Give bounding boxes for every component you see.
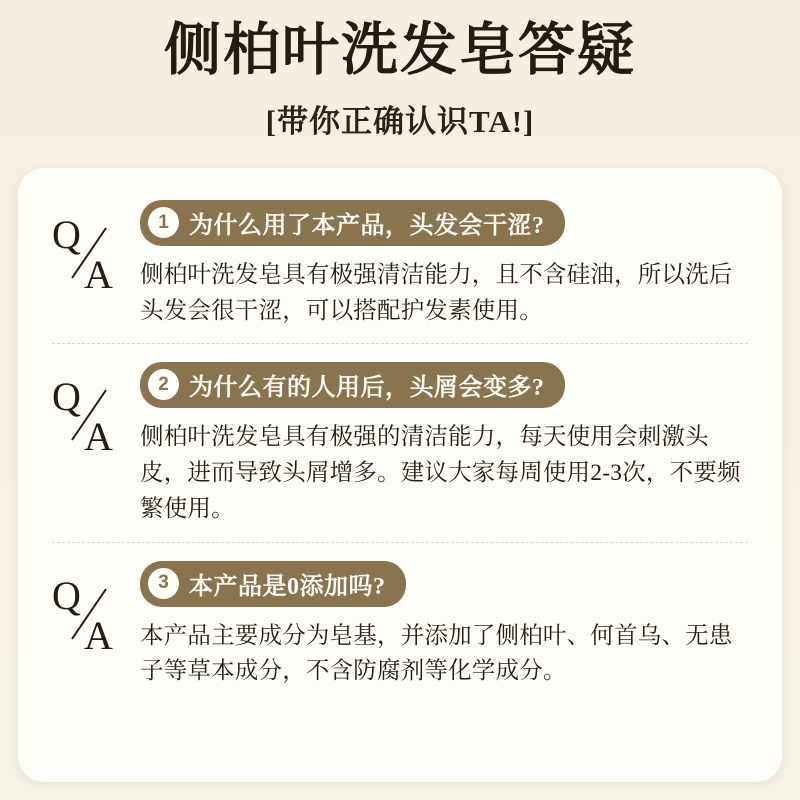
qa-question-tag (140, 561, 406, 607)
qa-question-tag (140, 362, 565, 408)
qa-question-text: 为什么用了本产品，头发会干涩? (189, 213, 545, 239)
svg-text:Q: Q (52, 376, 81, 420)
qa-card (18, 168, 782, 782)
page-subtitle: [带你正确认识TA!] (265, 103, 535, 139)
page-title: 侧柏叶洗发皂答疑 (164, 19, 636, 82)
qa-monogram-icon (44, 362, 136, 458)
qa-content (136, 200, 756, 329)
qa-answer-text: 侧柏叶洗发皂具有极强清洁能力，且不含硅油，所以洗后头发会很干涩，可以搭配护发素使用。 (140, 262, 733, 324)
qa-monogram-icon (44, 561, 136, 657)
qa-number-badge: 3 (148, 568, 179, 599)
svg-text:A: A (84, 612, 113, 657)
svg-text:Q: Q (52, 214, 81, 257)
qa-content (136, 561, 756, 690)
svg-text:A: A (84, 252, 113, 296)
qa-question-tag (140, 200, 565, 246)
page-header (0, 0, 800, 141)
svg-text:A: A (84, 414, 113, 459)
qa-monogram-icon (44, 200, 136, 296)
qa-question-text: 本产品是0添加吗? (189, 573, 386, 600)
qa-content (136, 362, 756, 527)
qa-answer-text: 本产品主要成分为皂基，并添加了侧柏叶、何首乌、无患子等草本成分，不含防腐剂等化学成分。 (140, 622, 733, 685)
qa-number-badge: 1 (148, 207, 179, 238)
qa-item (18, 344, 782, 541)
qa-number-badge: 2 (148, 369, 179, 400)
qa-question-text: 为什么有的人用后，头屑会变多? (189, 375, 545, 402)
qa-item (18, 543, 782, 704)
qa-answer-text: 侧柏叶洗发皂具有极强的清洁能力，每天使用会刺激头皮，进而导致头屑增多。建议大家每周使用2-3次，不要频繁使用。 (140, 424, 741, 522)
svg-text:Q: Q (52, 574, 81, 618)
qa-item (18, 182, 782, 343)
